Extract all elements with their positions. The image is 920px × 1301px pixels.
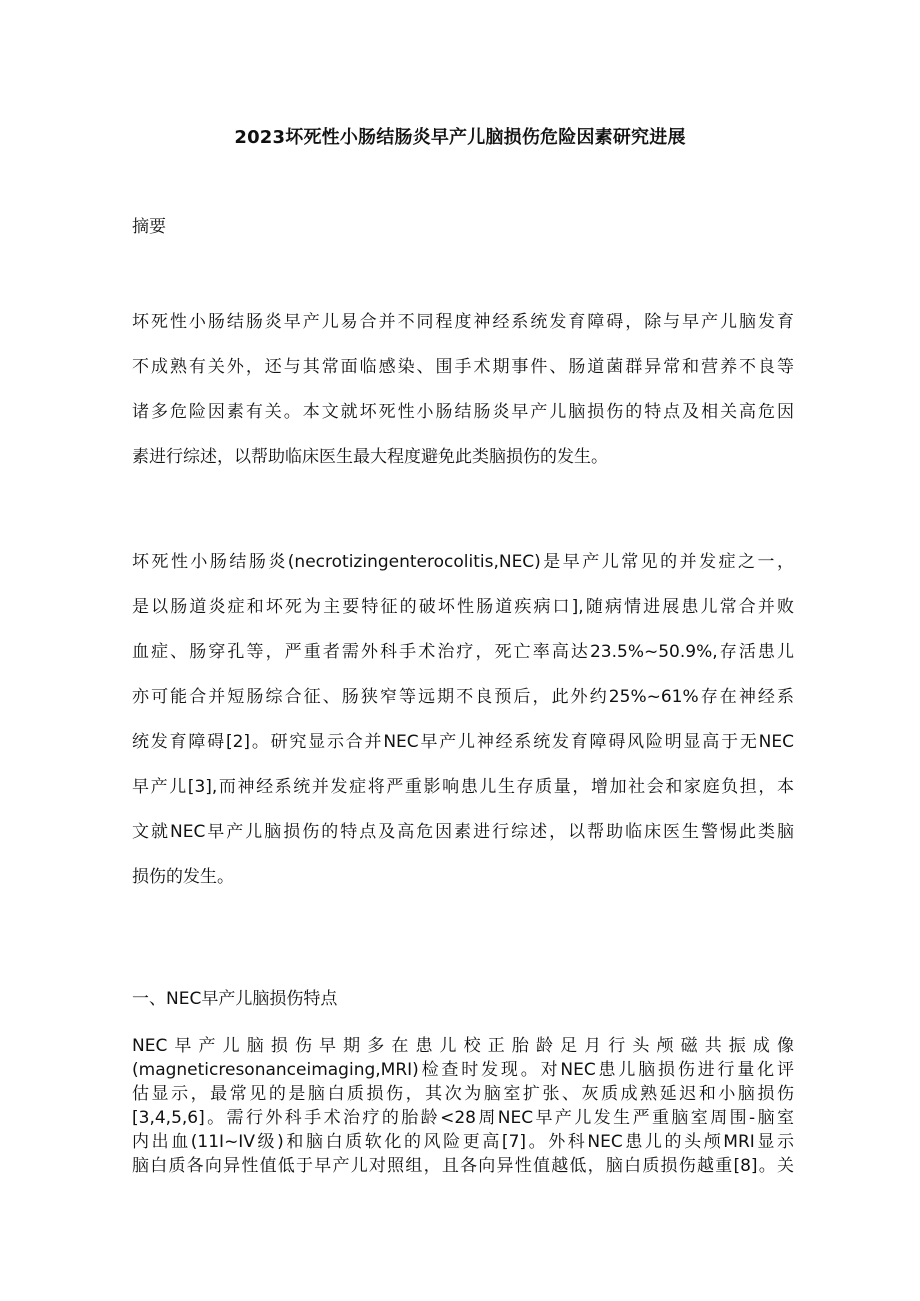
abstract-line: 诸多危险因素有关。本文就坏死性小肠结肠炎早产儿脑损伤的特点及相关高危因 bbox=[132, 402, 794, 422]
intro-line: 坏死性小肠结肠炎(necrotizingenterocolitis,NEC)是早产儿常见的并发症之一， bbox=[132, 552, 794, 572]
intro-line: 损伤的发生。 bbox=[132, 867, 234, 887]
section-1-line: 脑白质各向异性值低于早产儿对照组，且各向异性值越低，脑白质损伤越重[8]。关 bbox=[132, 1156, 794, 1176]
section-1-line: 内出血(11I~IV级)和脑白质软化的风险更高[7]。外科NEC患儿的头颅MRI显示 bbox=[132, 1132, 794, 1152]
abstract-paragraph bbox=[132, 300, 794, 480]
section-1-paragraph bbox=[132, 1034, 794, 1178]
section-1-line: [3,4,5,6]。需行外科手术治疗的胎龄<28周NEC早产儿发生严重脑室周围-脑室 bbox=[132, 1108, 794, 1128]
section-1-line: 估显示，最常见的是脑白质损伤，其次为脑室扩张、灰质成熟延迟和小脑损伤 bbox=[132, 1084, 794, 1104]
abstract-line: 坏死性小肠结肠炎早产儿易合并不同程度神经系统发育障碍，除与早产儿脑发育 bbox=[132, 312, 794, 332]
intro-line: 是以肠道炎症和坏死为主要特征的破坏性肠道疾病口],随病情进展患儿常合并败 bbox=[132, 597, 794, 617]
intro-line: 亦可能合并短肠综合征、肠狭窄等远期不良预后，此外约25%~61%存在神经系 bbox=[132, 687, 794, 707]
section-1-line: (magneticresonanceimaging,MRI)检查时发现。对NEC患儿脑损伤进行量化评 bbox=[132, 1060, 794, 1080]
intro-line: 统发育障碍[2]。研究显示合并NEC早产儿神经系统发育障碍风险明显高于无NEC bbox=[132, 732, 794, 752]
intro-paragraph bbox=[132, 540, 794, 900]
abstract-line: 不成熟有关外，还与其常面临感染、围手术期事件、肠道菌群异常和营养不良等 bbox=[132, 357, 794, 377]
section-1-line: NEC早产儿脑损伤早期多在患儿校正胎龄足月行头颅磁共振成像 bbox=[132, 1036, 794, 1056]
abstract-heading: 摘要 bbox=[132, 217, 166, 237]
document-title: 2023坏死性小肠结肠炎早产儿脑损伤危险因素研究进展 bbox=[234, 127, 686, 148]
intro-line: 文就NEC早产儿脑损伤的特点及高危因素进行综述，以帮助临床医生警惕此类脑 bbox=[132, 822, 794, 842]
intro-line: 早产儿[3],而神经系统并发症将严重影响患儿生存质量，增加社会和家庭负担，本 bbox=[132, 777, 794, 797]
section-1-heading: 一、NEC早产儿脑损伤特点 bbox=[132, 989, 338, 1009]
abstract-line: 素进行综述，以帮助临床医生最大程度避免此类脑损伤的发生。 bbox=[132, 447, 608, 467]
intro-line: 血症、肠穿孔等，严重者需外科手术治疗，死亡率高达23.5%~50.9%,存活患儿 bbox=[132, 642, 794, 662]
